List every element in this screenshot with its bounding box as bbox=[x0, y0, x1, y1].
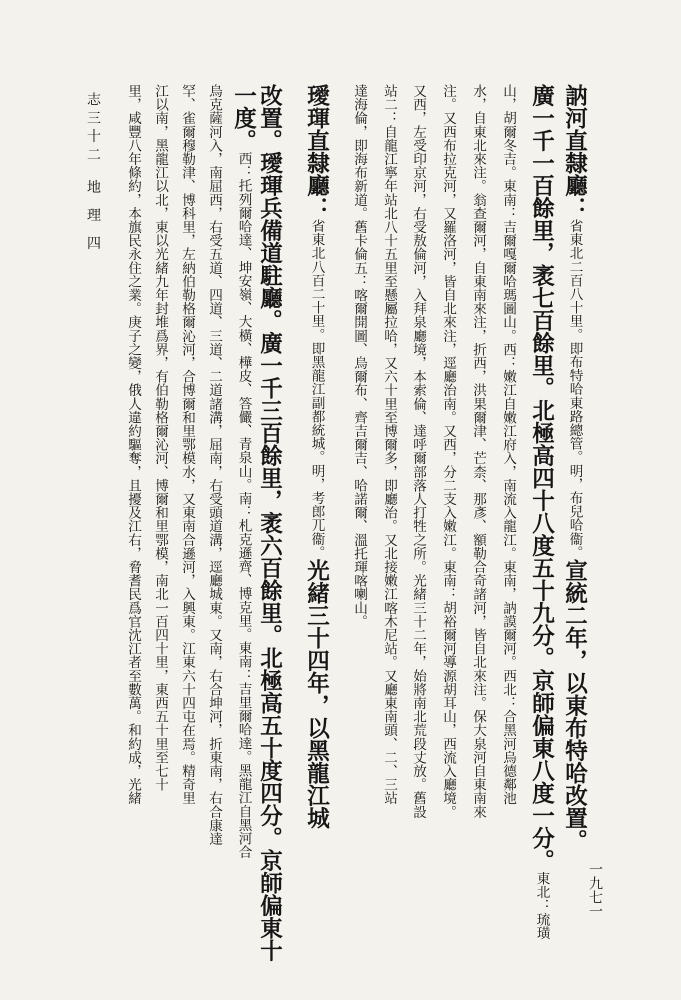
note-text: 注。又西布拉克河，又羅洛河，皆自北來注，逕廳治南。又西，分二支入嫩江。東南：胡裕爾河導源胡耳山，西流入廳境。 bbox=[440, 84, 456, 819]
note-text: 東北：琉璜 bbox=[533, 871, 550, 940]
note-text: 里，咸豐八年條約，本旗民永住之業。庚子之變，俄人違約驅奪，且擾及江右，脅耆民爲官沈江者至數萬。和約成，光緒 bbox=[125, 84, 141, 805]
note-text: 省東北八百二十里。即黑龍江副都統城。明，考郎兀衞。 bbox=[308, 219, 325, 559]
text-column bbox=[440, 84, 456, 818]
main-text: 光緒三十四年，以黑龍江城 bbox=[303, 559, 330, 829]
main-text: 璦琿直隸廳： bbox=[303, 84, 330, 219]
note-text: 省東北二百八十里。即布特哈東路總管。明，布兒哈衞。 bbox=[566, 219, 583, 559]
text-column bbox=[500, 84, 516, 805]
running-head: 志 三 十 二 地 理 四 bbox=[85, 92, 101, 250]
text-column bbox=[206, 84, 222, 846]
main-text: 訥河直隸廳： bbox=[561, 84, 588, 219]
note-text: 罕、雀爾穆勒津、博科里，左納伯勒格爾沁河，合博爾和里鄂模水，又東南合遜河，入興東。江東六十四屯在焉。精奇里 bbox=[179, 84, 195, 805]
note-text: 又西，左受印京河，右受敖倫河，入拜泉廳境，本索倫、達呼爾部落人打牲之所。光緒三十二年，始將南北荒段丈放。舊設 bbox=[410, 84, 426, 819]
main-text: 一度。 bbox=[230, 84, 257, 152]
text-column bbox=[351, 84, 367, 628]
note-text: 站二：自龍江寧年站北八十五里至懸屬拉哈，又六十里至博爾多，即廳治。又北接嫩江喀木尼站。又廳東南頭、二、三站 bbox=[381, 84, 397, 805]
main-text: 宣統二年，以東布特哈改置。 bbox=[561, 559, 588, 852]
text-column bbox=[258, 84, 281, 962]
main-text: 改置。璦琿兵備道駐廳。廣一千三百餘里，袤六百餘里。北極高五十度四分。京師偏東十 bbox=[256, 84, 283, 962]
text-column bbox=[305, 84, 328, 829]
note-text: 江以南，黑龍江以北，東以光緒九年封堆爲界，有伯勒格爾沁河、博爾和里鄂模，南北一百四十里，東西五十里至七十 bbox=[152, 84, 168, 792]
main-text: 廣一千一百餘里，袤七百餘里。北極高四十八度五十九分。京師偏東八度一分。 bbox=[528, 84, 555, 872]
text-column bbox=[125, 84, 141, 805]
text-column bbox=[470, 84, 486, 818]
page-number: 一九七一 bbox=[587, 862, 603, 918]
note-text: 達海倫，即海布新道。舊卡倫五：喀爾開圖、烏爾布、齊吉爾吉、哈諾爾、溫托琿喀喇山。 bbox=[351, 84, 367, 628]
text-column bbox=[530, 84, 553, 940]
text-column bbox=[381, 84, 397, 805]
text-column bbox=[410, 84, 426, 818]
note-text: 水，自東北來注。翁查爾河，自東南來注，折西，洪果爾津、芒柰、那彥、額勒合奇諸河，皆自北來注。保大泉河自東南來 bbox=[470, 84, 486, 819]
text-column bbox=[232, 84, 255, 859]
note-text: 烏克薩河入，南屈西，右受五道、四道、三道、二道諸溝，屈南，右受頭道溝，逕廳城東。又南，右合坤河，折東南，右合康達 bbox=[206, 84, 222, 846]
text-column bbox=[563, 84, 586, 852]
note-text: 山，胡爾冬吉。東南：吉爾嘎爾哈瑪圖山。西：嫩江自嫩江府入，南流入龍江。東南，訥謨爾河。西北：合黑河烏德鄰池 bbox=[500, 84, 516, 805]
text-column bbox=[152, 84, 168, 791]
text-column bbox=[179, 84, 195, 805]
note-text: 西：托列爾哈達、坤安嶺、大橫、樺皮、答儼、青泉山。南：札克遜齊、博克里。東南：吉里爾哈達。黑龍江自黑河合 bbox=[235, 151, 252, 859]
